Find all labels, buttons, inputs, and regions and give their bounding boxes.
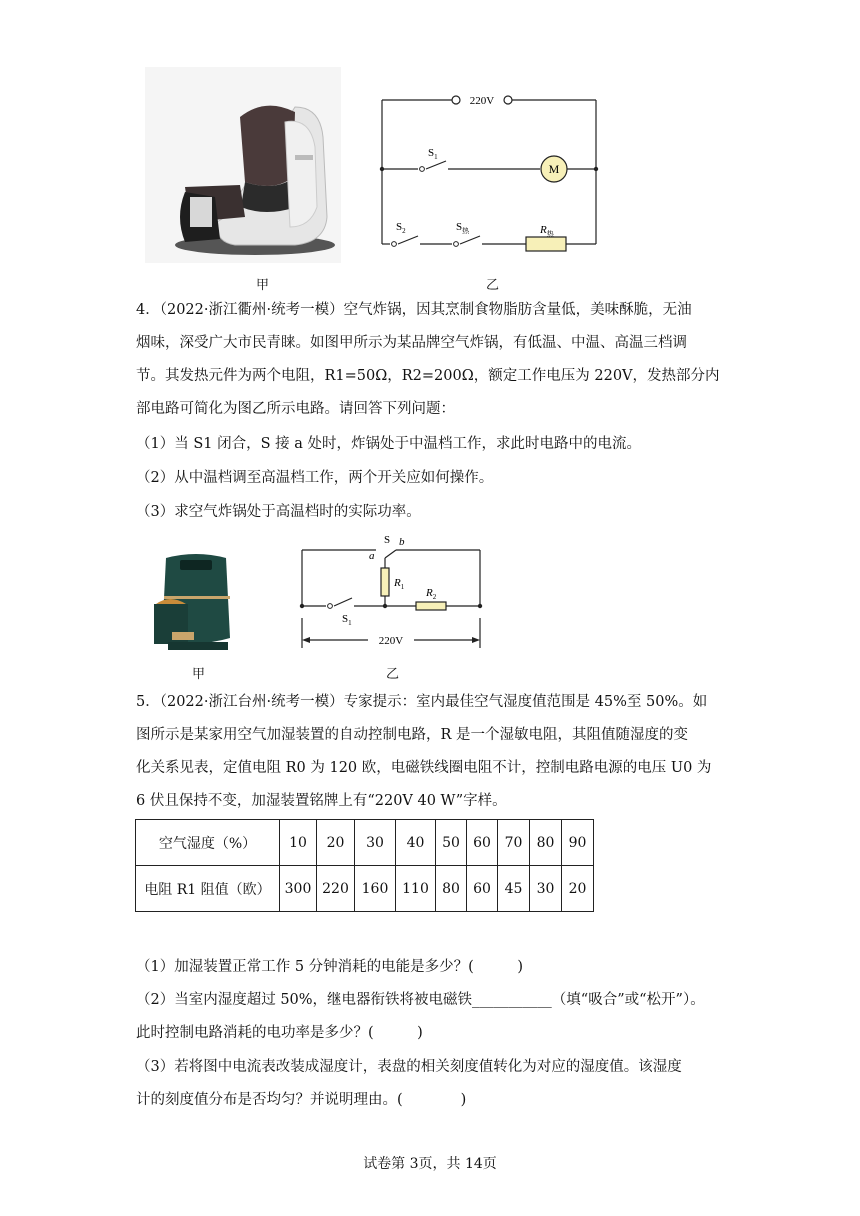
table-row bbox=[136, 820, 594, 866]
table-cell: 70 bbox=[498, 820, 530, 866]
humidity-resistance-table bbox=[135, 819, 594, 912]
switch-s-label: S bbox=[384, 534, 391, 546]
q4-sub2: （2）从中温档调至高温档工作，两个开关应如何操作。 bbox=[136, 470, 494, 486]
table-cell: 45 bbox=[498, 866, 530, 912]
table-header-humidity: 空气湿度（%） bbox=[136, 820, 280, 866]
q5-sub3-line-1: （3）若将图中电流表改装成湿度计，表盘的相关刻度值转化为对应的湿度值。该湿度 bbox=[136, 1059, 682, 1075]
voltage-label-top: 220V bbox=[469, 95, 495, 107]
caption-jia-top: 甲 bbox=[256, 278, 270, 293]
massage-chair-image bbox=[145, 67, 341, 263]
table-cell: 30 bbox=[355, 820, 396, 866]
q4-line-1: 4．（2022·浙江衢州·统考一模）空气炸锅，因其烹制食物脂肪含量低，美味酥脆，无油 bbox=[136, 302, 692, 318]
q5-sub2-line-2: 此时控制电路消耗的电功率是多少？( ) bbox=[136, 1025, 423, 1041]
circuit-diagram-q4 bbox=[296, 532, 488, 660]
table-cell: 110 bbox=[396, 866, 436, 912]
resistor-r2-label: $R_2$ bbox=[426, 587, 437, 601]
table-cell: 40 bbox=[396, 820, 436, 866]
table-header-resistance: 电阻 R1 阻值（欧） bbox=[136, 866, 280, 912]
q5-sub2-line-1: （2）当室内湿度超过 50%，继电器衔铁将被电磁铁___________（填“吸合”或“松开”）。 bbox=[136, 992, 705, 1008]
switch-s1-label-q4: $S_1$ bbox=[342, 613, 352, 627]
switch-s1-label-top: $S_1$ bbox=[428, 147, 438, 161]
table-cell: 90 bbox=[562, 820, 594, 866]
table-cell: 60 bbox=[467, 866, 498, 912]
q5-line-1: 5．（2022·浙江台州·统考一模）专家提示：室内最佳空气湿度值范围是 45%至 50%。如 bbox=[136, 694, 708, 710]
table-cell: 20 bbox=[317, 820, 355, 866]
circuit-diagram-top bbox=[376, 88, 608, 258]
table-cell: 80 bbox=[436, 866, 467, 912]
contact-a-label: a bbox=[369, 550, 375, 562]
table-cell: 300 bbox=[280, 866, 317, 912]
table-cell: 160 bbox=[355, 866, 396, 912]
switch-sheat-label: $S_热$ bbox=[456, 221, 470, 235]
caption-yi-top: 乙 bbox=[486, 278, 500, 293]
table-cell: 20 bbox=[562, 866, 594, 912]
voltage-label-q4: 220V bbox=[378, 635, 404, 647]
motor-label: M bbox=[548, 162, 560, 176]
contact-b-label: b bbox=[399, 536, 405, 548]
table-cell: 50 bbox=[436, 820, 467, 866]
q4-line-3: 节。其发热元件为两个电阻，R1=50Ω，R2=200Ω，额定工作电压为 220V，发热部分内 bbox=[136, 368, 720, 384]
q4-line-2: 烟味，深受广大市民青睐。如图甲所示为某品牌空气炸锅，有低温、中温、高温三档调 bbox=[136, 335, 687, 351]
q4-line-4: 部电路可简化为图乙所示电路。请回答下列问题： bbox=[136, 401, 455, 417]
resistor-r1-label: $R_1$ bbox=[394, 577, 405, 591]
q5-line-2: 图所示是某家用空气加湿装置的自动控制电路，R 是一个湿敏电阻，其阻值随湿度的变 bbox=[136, 727, 689, 743]
switch-s2-label: $S_2$ bbox=[396, 221, 406, 235]
table-cell: 80 bbox=[530, 820, 562, 866]
table-cell: 30 bbox=[530, 866, 562, 912]
table-cell: 220 bbox=[317, 866, 355, 912]
q5-sub3-line-2: 计的刻度值分布是否均匀？并说明理由。( ) bbox=[136, 1092, 467, 1108]
q5-line-4: 6 伏且保持不变，加湿装置铭牌上有“220V 40 W”字样。 bbox=[136, 793, 507, 809]
page-footer: 试卷第 3页，共 14页 bbox=[363, 1156, 497, 1172]
q5-line-3: 化关系见表，定值电阻 R0 为 120 欧，电磁铁线圈电阻不计，控制电路电源的电压 U0 为 bbox=[136, 760, 712, 776]
q4-sub1: （1）当 S1 闭合，S 接 a 处时，炸锅处于中温档工作，求此时电路中的电流。 bbox=[136, 436, 642, 452]
q5-sub1: （1）加湿装置正常工作 5 分钟消耗的电能是多少？( ) bbox=[136, 959, 523, 975]
table-cell: 60 bbox=[467, 820, 498, 866]
table-row bbox=[136, 866, 594, 912]
caption-yi-q4: 乙 bbox=[386, 667, 400, 682]
caption-jia-q4: 甲 bbox=[192, 667, 206, 682]
q4-sub3: （3）求空气炸锅处于高温档时的实际功率。 bbox=[136, 504, 421, 520]
air-fryer-image bbox=[150, 548, 242, 660]
resistor-rheat-label: $R_热$ bbox=[540, 224, 554, 238]
table-cell: 10 bbox=[280, 820, 317, 866]
